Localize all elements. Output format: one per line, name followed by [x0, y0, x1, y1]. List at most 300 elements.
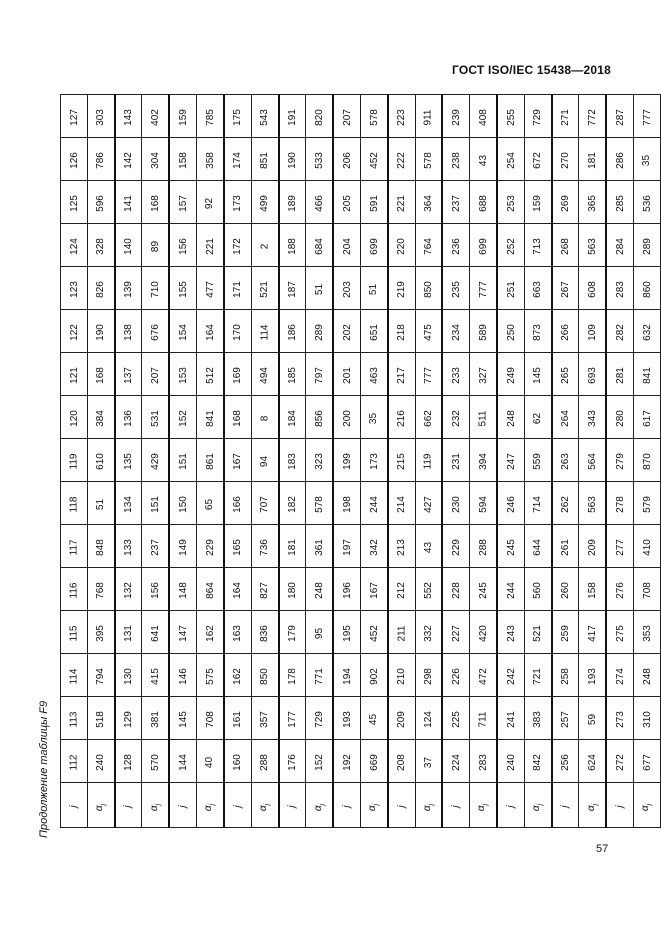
cell-j: 226 — [442, 654, 469, 697]
cell-alpha: 408 — [470, 95, 497, 138]
cell-alpha: 714 — [524, 482, 551, 525]
cell-alpha: 89 — [142, 224, 169, 267]
cell-alpha: 856 — [306, 396, 333, 439]
cell-j: 242 — [497, 654, 524, 697]
cell-alpha: 35 — [360, 396, 387, 439]
table-row — [61, 482, 661, 525]
cell-alpha: 181 — [579, 138, 606, 181]
cell-j: 270 — [552, 138, 579, 181]
cell-j: 122 — [61, 310, 88, 353]
cell-alpha: 533 — [306, 138, 333, 181]
label-j: j — [497, 783, 524, 828]
cell-j: 167 — [224, 439, 251, 482]
cell-j: 284 — [606, 224, 633, 267]
cell-alpha: 736 — [251, 525, 278, 568]
cell-alpha: 207 — [142, 353, 169, 396]
cell-j: 118 — [61, 482, 88, 525]
cell-alpha: 168 — [142, 181, 169, 224]
label-alpha: $\alpha_j$ — [251, 783, 278, 828]
cell-j: 150 — [169, 482, 196, 525]
cell-j: 234 — [442, 310, 469, 353]
cell-j: 190 — [279, 138, 306, 181]
cell-j: 189 — [279, 181, 306, 224]
cell-j: 161 — [224, 697, 251, 740]
cell-j: 262 — [552, 482, 579, 525]
cell-alpha: 608 — [579, 267, 606, 310]
cell-alpha: 841 — [197, 396, 224, 439]
cell-alpha: 591 — [360, 181, 387, 224]
cell-j: 166 — [224, 482, 251, 525]
cell-j: 112 — [61, 740, 88, 783]
cell-alpha: 429 — [142, 439, 169, 482]
cell-j: 137 — [115, 353, 142, 396]
cell-alpha: 864 — [197, 568, 224, 611]
cell-j: 146 — [169, 654, 196, 697]
cell-alpha: 860 — [634, 267, 661, 310]
label-j: j — [115, 783, 142, 828]
cell-j: 251 — [497, 267, 524, 310]
cell-alpha: 543 — [251, 95, 278, 138]
cell-j: 121 — [61, 353, 88, 396]
label-j: j — [333, 783, 360, 828]
cell-j: 198 — [333, 482, 360, 525]
cell-j: 141 — [115, 181, 142, 224]
cell-alpha: 684 — [306, 224, 333, 267]
label-alpha: $\alpha_j$ — [87, 783, 114, 828]
cell-alpha: 37 — [415, 740, 442, 783]
cell-j: 187 — [279, 267, 306, 310]
label-j: j — [442, 783, 469, 828]
cell-j: 120 — [61, 396, 88, 439]
cell-alpha: 463 — [360, 353, 387, 396]
cell-j: 132 — [115, 568, 142, 611]
cell-alpha: 596 — [87, 181, 114, 224]
table-container — [60, 94, 661, 828]
cell-alpha: 518 — [87, 697, 114, 740]
cell-alpha: 158 — [579, 568, 606, 611]
cell-j: 140 — [115, 224, 142, 267]
cell-j: 184 — [279, 396, 306, 439]
table-row — [61, 525, 661, 568]
cell-alpha: 624 — [579, 740, 606, 783]
cell-alpha: 610 — [87, 439, 114, 482]
cell-alpha: 902 — [360, 654, 387, 697]
cell-j: 173 — [224, 181, 251, 224]
cell-alpha: 711 — [470, 697, 497, 740]
cell-j: 124 — [61, 224, 88, 267]
cell-j: 236 — [442, 224, 469, 267]
cell-j: 213 — [388, 525, 415, 568]
cell-alpha: 381 — [142, 697, 169, 740]
cell-alpha: 494 — [251, 353, 278, 396]
cell-j: 139 — [115, 267, 142, 310]
cell-j: 143 — [115, 95, 142, 138]
cell-j: 128 — [115, 740, 142, 783]
cell-j: 154 — [169, 310, 196, 353]
cell-j: 271 — [552, 95, 579, 138]
cell-alpha: 785 — [197, 95, 224, 138]
cell-alpha: 578 — [415, 138, 442, 181]
cell-alpha: 124 — [415, 697, 442, 740]
cell-alpha: 303 — [87, 95, 114, 138]
cell-alpha: 641 — [142, 611, 169, 654]
table-row — [61, 568, 661, 611]
label-j: j — [169, 783, 196, 828]
cell-j: 208 — [388, 740, 415, 783]
cell-j: 158 — [169, 138, 196, 181]
cell-j: 286 — [606, 138, 633, 181]
cell-j: 278 — [606, 482, 633, 525]
cell-alpha: 708 — [197, 697, 224, 740]
cell-alpha: 94 — [251, 439, 278, 482]
cell-alpha: 2 — [251, 224, 278, 267]
cell-alpha: 589 — [470, 310, 497, 353]
cell-j: 138 — [115, 310, 142, 353]
cell-alpha: 43 — [470, 138, 497, 181]
cell-j: 156 — [169, 224, 196, 267]
cell-alpha: 8 — [251, 396, 278, 439]
cell-j: 171 — [224, 267, 251, 310]
cell-j: 201 — [333, 353, 360, 396]
cell-alpha: 427 — [415, 482, 442, 525]
cell-alpha: 710 — [142, 267, 169, 310]
cell-alpha: 358 — [197, 138, 224, 181]
cell-j: 151 — [169, 439, 196, 482]
cell-alpha: 289 — [634, 224, 661, 267]
cell-alpha: 114 — [251, 310, 278, 353]
cell-j: 131 — [115, 611, 142, 654]
cell-j: 222 — [388, 138, 415, 181]
cell-j: 163 — [224, 611, 251, 654]
cell-alpha: 323 — [306, 439, 333, 482]
cell-alpha: 729 — [306, 697, 333, 740]
cell-j: 259 — [552, 611, 579, 654]
cell-j: 116 — [61, 568, 88, 611]
label-alpha: $\alpha_j$ — [470, 783, 497, 828]
label-j: j — [61, 783, 88, 828]
cell-j: 174 — [224, 138, 251, 181]
cell-j: 269 — [552, 181, 579, 224]
cell-j: 196 — [333, 568, 360, 611]
cell-j: 199 — [333, 439, 360, 482]
cell-alpha: 159 — [524, 181, 551, 224]
cell-j: 229 — [442, 525, 469, 568]
label-alpha: $\alpha_j$ — [306, 783, 333, 828]
cell-j: 136 — [115, 396, 142, 439]
cell-j: 285 — [606, 181, 633, 224]
cell-j: 232 — [442, 396, 469, 439]
label-j: j — [552, 783, 579, 828]
cell-j: 254 — [497, 138, 524, 181]
cell-alpha: 156 — [142, 568, 169, 611]
cell-alpha: 848 — [87, 525, 114, 568]
cell-alpha: 472 — [470, 654, 497, 697]
cell-j: 147 — [169, 611, 196, 654]
table-row — [61, 439, 661, 482]
cell-alpha: 851 — [251, 138, 278, 181]
cell-j: 245 — [497, 525, 524, 568]
cell-j: 240 — [497, 740, 524, 783]
cell-j: 159 — [169, 95, 196, 138]
cell-j: 172 — [224, 224, 251, 267]
cell-j: 248 — [497, 396, 524, 439]
cell-alpha: 193 — [579, 654, 606, 697]
label-j: j — [606, 783, 633, 828]
cell-alpha: 797 — [306, 353, 333, 396]
cell-j: 210 — [388, 654, 415, 697]
cell-alpha: 842 — [524, 740, 551, 783]
cell-alpha: 221 — [197, 224, 224, 267]
cell-alpha: 59 — [579, 697, 606, 740]
cell-alpha: 92 — [197, 181, 224, 224]
table-row — [61, 654, 661, 697]
label-alpha: $\alpha_j$ — [360, 783, 387, 828]
cell-alpha: 245 — [470, 568, 497, 611]
cell-j: 133 — [115, 525, 142, 568]
cell-alpha: 452 — [360, 611, 387, 654]
cell-j: 200 — [333, 396, 360, 439]
cell-j: 275 — [606, 611, 633, 654]
cell-alpha: 699 — [360, 224, 387, 267]
cell-alpha: 51 — [87, 482, 114, 525]
cell-alpha: 521 — [251, 267, 278, 310]
cell-alpha: 417 — [579, 611, 606, 654]
cell-j: 148 — [169, 568, 196, 611]
cell-j: 144 — [169, 740, 196, 783]
cell-j: 257 — [552, 697, 579, 740]
cell-alpha: 850 — [415, 267, 442, 310]
cell-j: 264 — [552, 396, 579, 439]
cell-j: 180 — [279, 568, 306, 611]
cell-j: 153 — [169, 353, 196, 396]
cell-alpha: 570 — [142, 740, 169, 783]
cell-j: 267 — [552, 267, 579, 310]
cell-alpha: 384 — [87, 396, 114, 439]
cell-alpha: 420 — [470, 611, 497, 654]
cell-alpha: 721 — [524, 654, 551, 697]
cell-j: 164 — [224, 568, 251, 611]
cell-alpha: 145 — [524, 353, 551, 396]
cell-alpha: 289 — [306, 310, 333, 353]
cell-j: 223 — [388, 95, 415, 138]
cell-j: 168 — [224, 396, 251, 439]
cell-alpha: 248 — [306, 568, 333, 611]
cell-j: 253 — [497, 181, 524, 224]
cell-alpha: 827 — [251, 568, 278, 611]
cell-j: 169 — [224, 353, 251, 396]
cell-alpha: 361 — [306, 525, 333, 568]
cell-alpha: 644 — [524, 525, 551, 568]
cell-alpha: 209 — [579, 525, 606, 568]
cell-j: 215 — [388, 439, 415, 482]
cell-j: 287 — [606, 95, 633, 138]
cell-alpha: 552 — [415, 568, 442, 611]
table-row — [61, 353, 661, 396]
cell-alpha: 911 — [415, 95, 442, 138]
table-row — [61, 697, 661, 740]
cell-j: 227 — [442, 611, 469, 654]
label-j: j — [279, 783, 306, 828]
cell-alpha: 475 — [415, 310, 442, 353]
cell-j: 192 — [333, 740, 360, 783]
cell-alpha: 162 — [197, 611, 224, 654]
cell-j: 204 — [333, 224, 360, 267]
cell-alpha: 394 — [470, 439, 497, 482]
cell-j: 211 — [388, 611, 415, 654]
cell-alpha: 109 — [579, 310, 606, 353]
cell-alpha: 870 — [634, 439, 661, 482]
page-number: 57 — [596, 843, 609, 855]
cell-j: 134 — [115, 482, 142, 525]
cell-j: 178 — [279, 654, 306, 697]
table-caption: Продолжение таблицы F9 — [38, 700, 50, 838]
cell-alpha: 35 — [634, 138, 661, 181]
cell-j: 202 — [333, 310, 360, 353]
cell-j: 274 — [606, 654, 633, 697]
cell-alpha: 729 — [524, 95, 551, 138]
cell-alpha: 365 — [579, 181, 606, 224]
cell-alpha: 531 — [142, 396, 169, 439]
cell-j: 160 — [224, 740, 251, 783]
cell-j: 277 — [606, 525, 633, 568]
cell-alpha: 850 — [251, 654, 278, 697]
cell-j: 268 — [552, 224, 579, 267]
cell-j: 165 — [224, 525, 251, 568]
cell-j: 145 — [169, 697, 196, 740]
cell-alpha: 364 — [415, 181, 442, 224]
label-alpha: $\alpha_j$ — [579, 783, 606, 828]
cell-j: 256 — [552, 740, 579, 783]
cell-alpha: 357 — [251, 697, 278, 740]
cell-alpha: 240 — [87, 740, 114, 783]
cell-j: 243 — [497, 611, 524, 654]
cell-alpha: 499 — [251, 181, 278, 224]
cell-alpha: 676 — [142, 310, 169, 353]
cell-j: 283 — [606, 267, 633, 310]
cell-alpha: 173 — [360, 439, 387, 482]
cell-j: 130 — [115, 654, 142, 697]
cell-alpha: 841 — [634, 353, 661, 396]
table-row — [61, 396, 661, 439]
cell-alpha: 777 — [415, 353, 442, 396]
cell-j: 170 — [224, 310, 251, 353]
cell-j: 216 — [388, 396, 415, 439]
cell-alpha: 536 — [634, 181, 661, 224]
cell-alpha: 415 — [142, 654, 169, 697]
cell-alpha: 342 — [360, 525, 387, 568]
cell-alpha: 244 — [360, 482, 387, 525]
cell-alpha: 151 — [142, 482, 169, 525]
cell-alpha: 771 — [306, 654, 333, 697]
cell-alpha: 777 — [470, 267, 497, 310]
cell-alpha: 511 — [470, 396, 497, 439]
cell-j: 261 — [552, 525, 579, 568]
cell-alpha: 873 — [524, 310, 551, 353]
cell-j: 272 — [606, 740, 633, 783]
cell-alpha: 768 — [87, 568, 114, 611]
cell-alpha: 564 — [579, 439, 606, 482]
cell-alpha: 237 — [142, 525, 169, 568]
cell-alpha: 477 — [197, 267, 224, 310]
cell-j: 113 — [61, 697, 88, 740]
cell-alpha: 826 — [87, 267, 114, 310]
cell-j: 228 — [442, 568, 469, 611]
cell-alpha: 332 — [415, 611, 442, 654]
document-header: ГОСТ ISO/IEC 15438—2018 — [451, 63, 611, 77]
cell-alpha: 343 — [579, 396, 606, 439]
cell-j: 260 — [552, 568, 579, 611]
cell-alpha: 579 — [634, 482, 661, 525]
cell-j: 237 — [442, 181, 469, 224]
cell-alpha: 283 — [470, 740, 497, 783]
cell-j: 230 — [442, 482, 469, 525]
table-row — [61, 181, 661, 224]
cell-j: 119 — [61, 439, 88, 482]
cell-j: 235 — [442, 267, 469, 310]
cell-alpha: 190 — [87, 310, 114, 353]
cell-j: 117 — [61, 525, 88, 568]
cell-j: 273 — [606, 697, 633, 740]
cell-alpha: 119 — [415, 439, 442, 482]
cell-alpha: 794 — [87, 654, 114, 697]
cell-j: 115 — [61, 611, 88, 654]
cell-j: 152 — [169, 396, 196, 439]
cell-alpha: 288 — [251, 740, 278, 783]
cell-alpha: 51 — [306, 267, 333, 310]
label-alpha: $\alpha_j$ — [524, 783, 551, 828]
cell-alpha: 693 — [579, 353, 606, 396]
cell-alpha: 402 — [142, 95, 169, 138]
cell-j: 195 — [333, 611, 360, 654]
cell-alpha: 764 — [415, 224, 442, 267]
label-alpha: $\alpha_j$ — [142, 783, 169, 828]
cell-alpha: 327 — [470, 353, 497, 396]
cell-alpha: 575 — [197, 654, 224, 697]
cell-alpha: 152 — [306, 740, 333, 783]
cell-j: 125 — [61, 181, 88, 224]
cell-alpha: 164 — [197, 310, 224, 353]
cell-j: 255 — [497, 95, 524, 138]
cell-j: 206 — [333, 138, 360, 181]
cell-j: 276 — [606, 568, 633, 611]
cell-alpha: 777 — [634, 95, 661, 138]
label-j: j — [224, 783, 251, 828]
cell-alpha: 663 — [524, 267, 551, 310]
cell-j: 123 — [61, 267, 88, 310]
cell-alpha: 248 — [634, 654, 661, 697]
cell-j: 212 — [388, 568, 415, 611]
cell-j: 252 — [497, 224, 524, 267]
table-row — [61, 267, 661, 310]
cell-j: 266 — [552, 310, 579, 353]
cell-alpha: 836 — [251, 611, 278, 654]
cell-j: 209 — [388, 697, 415, 740]
cell-j: 263 — [552, 439, 579, 482]
cell-j: 126 — [61, 138, 88, 181]
cell-j: 127 — [61, 95, 88, 138]
cell-j: 182 — [279, 482, 306, 525]
cell-alpha: 40 — [197, 740, 224, 783]
cell-j: 185 — [279, 353, 306, 396]
cell-j: 142 — [115, 138, 142, 181]
cell-alpha: 167 — [360, 568, 387, 611]
label-alpha: $\alpha_j$ — [415, 783, 442, 828]
cell-j: 250 — [497, 310, 524, 353]
cell-alpha: 168 — [87, 353, 114, 396]
cell-j: 177 — [279, 697, 306, 740]
cell-alpha: 688 — [470, 181, 497, 224]
cell-alpha: 563 — [579, 224, 606, 267]
